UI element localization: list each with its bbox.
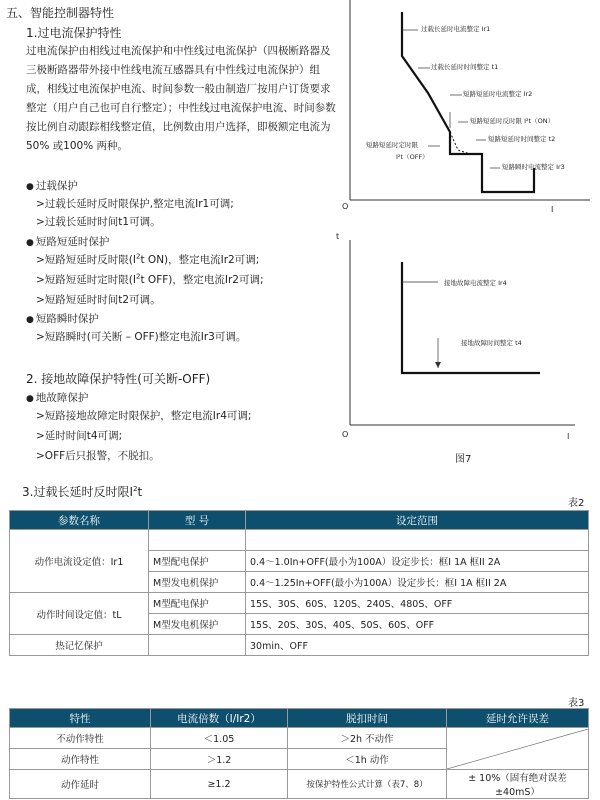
c2-x-label: I <box>567 432 570 441</box>
table2 <box>9 510 589 656</box>
c1-i2t-dashed <box>450 132 470 154</box>
t3-diagonal-line <box>447 729 588 769</box>
figure-caption: 图7 <box>455 454 472 465</box>
t2-time-param: 动作时间设定值：tL <box>10 593 149 635</box>
t2-h-range: 设定范围 <box>246 511 589 530</box>
t2-thermal-range: 30min、OFF <box>246 635 589 656</box>
t3-r2-c2: ＞1.2 <box>151 749 288 770</box>
t3-diagonal <box>447 729 588 769</box>
t2-t-dist-range: 15S、30S、60S、120S、240S、480S、OFF <box>246 593 589 614</box>
c1-label-ir1: 过载长延时电流整定 Ir1 <box>421 25 491 33</box>
c2-label-t4: 接地故障时间整定 t4 <box>461 339 522 347</box>
t2-thermal-model <box>149 635 246 656</box>
c1-label-def2: I²t（OFF） <box>396 153 429 161</box>
t2-h-model: 型 号 <box>149 511 246 530</box>
table3-label: 表3 <box>568 698 585 709</box>
overload-title <box>26 178 78 193</box>
ground-item-1: >短路接地故障定时限保护，整定电流Ir4可调; <box>36 410 252 422</box>
t3-r3-c1: 动作延时 <box>10 770 151 799</box>
sd1-post: t ON)，整定电流Ir2可调; <box>140 254 260 266</box>
c1-x-label: I <box>551 205 554 214</box>
t2-blank-range <box>246 530 589 551</box>
sd1-sup: 2 <box>136 252 141 261</box>
short-delay-item-3: >短路短延时时间t2可调。 <box>36 294 161 306</box>
t2-current-param: 动作电流设定值：Ir1 <box>10 530 149 593</box>
t3-h-char: 特性 <box>10 709 151 728</box>
sub1-title: 1.过电流保护特性 <box>26 26 122 40</box>
overload-item-1: >过载长延时反时限保护,整定电流Ir1可调; <box>36 198 234 210</box>
t3-r3-c2: ≥1.2 <box>151 770 288 799</box>
t3-diagonal-cell <box>447 728 589 770</box>
sd2-pre: >短路短延时定时限(I <box>36 274 136 286</box>
t2-thermal-param: 热记忆保护 <box>10 635 149 656</box>
ground-title <box>26 390 88 405</box>
t2-c-dist-model: M型配电保护 <box>149 551 246 572</box>
sd2-sup: 2 <box>136 272 141 281</box>
t2-t-gen-model: M型发电机保护 <box>149 614 246 635</box>
c2-arrow-t4-head <box>435 362 441 368</box>
c2-origin: O <box>342 430 349 439</box>
short-delay-title-text: 短路短延时保护 <box>35 236 110 248</box>
table3 <box>9 708 589 799</box>
sub3-title-sup: 2 <box>133 485 138 493</box>
t2-blank-model <box>149 530 246 551</box>
section-title: 五、智能控制器特性 <box>6 6 115 20</box>
t3-r1-c3: ＞2h 不动作 <box>288 728 447 749</box>
ground-item-3: >OFF后只报警，不脱扣。 <box>36 450 160 462</box>
table2-label: 表2 <box>568 498 585 509</box>
t3-r2-c3: ＜1h 动作 <box>288 749 447 770</box>
t3-h-err: 延时允许误差 <box>447 709 589 728</box>
sub3-title-post: t <box>137 485 143 499</box>
c1-label-t2: 短路短延时时间整定 t2 <box>488 135 556 143</box>
ground-title-text: 地故障保护 <box>35 392 89 404</box>
sub1-paragraph: 过电流保护由相线过电流保护和中性线过电流保护（四极断路器及三极断路器带外接中性线电流互感器具有中性线过电流保护）组成，相线过电流保护电流、时间参数一般由制造厂按用户订货要求整定（用户自己也可自行整定）；中性线过电流保护电流、时间参数按比例自动跟踪相线整定值，比例数由用户选择，即极额定电流为50% 或100% 两种。 <box>26 45 336 152</box>
c1-label-def1: 短路短延时定时限 <box>366 141 418 149</box>
short-delay-item-1 <box>26 252 259 267</box>
short-delay-item-2 <box>26 272 264 287</box>
t2-c-gen-range: 0.4～1.25In+OFF(最小为100A）设定步长：框I 1A 框II 2A <box>246 572 589 593</box>
t2-c-gen-model: M型发电机保护 <box>149 572 246 593</box>
sub3-title-pre: 3.过载长延时反时限I <box>22 485 133 499</box>
c2-label-ir4: 接地故障电流整定 Ir4 <box>444 279 507 287</box>
sd1-pre: >短路短延时反时限(I <box>36 254 136 266</box>
instant-title <box>26 311 99 326</box>
sd2-post: t OFF)，整定电流Ir2可调; <box>140 274 264 286</box>
c1-label-ir2: 短路短延时电流整定 Ir2 <box>463 90 533 98</box>
t3-h-trip: 脱扣时间 <box>288 709 447 728</box>
c1-origin: O <box>342 202 349 211</box>
t3-r1-c1: 不动作特性 <box>10 728 151 749</box>
ground-item-2: >延时时间t4可调; <box>36 430 123 442</box>
t3-h-mult: 电流倍数（I/Ir2） <box>151 709 288 728</box>
sub3-title <box>22 483 142 500</box>
overload-item-2: >过载长延时时间t1可调。 <box>36 216 161 228</box>
short-delay-title <box>26 234 109 249</box>
trip-curve-diagram <box>340 0 600 225</box>
overload-title-text: 过载保护 <box>35 180 78 192</box>
instant-title-text: 短路瞬时保护 <box>35 313 99 325</box>
t3-r3-c3: 按保护特性公式计算（表7、8） <box>288 770 447 799</box>
sub2-title: 2. 接地故障保护特性(可关断-OFF) <box>26 372 211 386</box>
c2-y-label: t <box>336 232 340 241</box>
t3-r1-c2: ＜1.05 <box>151 728 288 749</box>
instant-item-1: >短路瞬时(可关断 – OFF)整定电流Ir3可调。 <box>36 331 247 343</box>
t2-t-gen-range: 15S、20S、30S、40S、50S、60S、OFF <box>246 614 589 635</box>
c1-label-t1: 过载长延时时间整定 t1 <box>431 63 499 71</box>
t2-h-param: 参数名称 <box>10 511 149 530</box>
c1-label-ir3: 短路瞬时电流整定 Ir3 <box>502 163 565 171</box>
t3-r3-c4: ± 10%（固有绝对误差±40mS） <box>447 770 589 799</box>
t3-r2-c1: 动作特性 <box>10 749 151 770</box>
t2-c-dist-range: 0.4～1.0In+OFF(最小为100A）设定步长：框I 1A 框II 2A <box>246 551 589 572</box>
c1-label-ft: 短路短延时反时限 I²t（ON） <box>470 117 555 125</box>
t2-t-dist-model: M型配电保护 <box>149 593 246 614</box>
